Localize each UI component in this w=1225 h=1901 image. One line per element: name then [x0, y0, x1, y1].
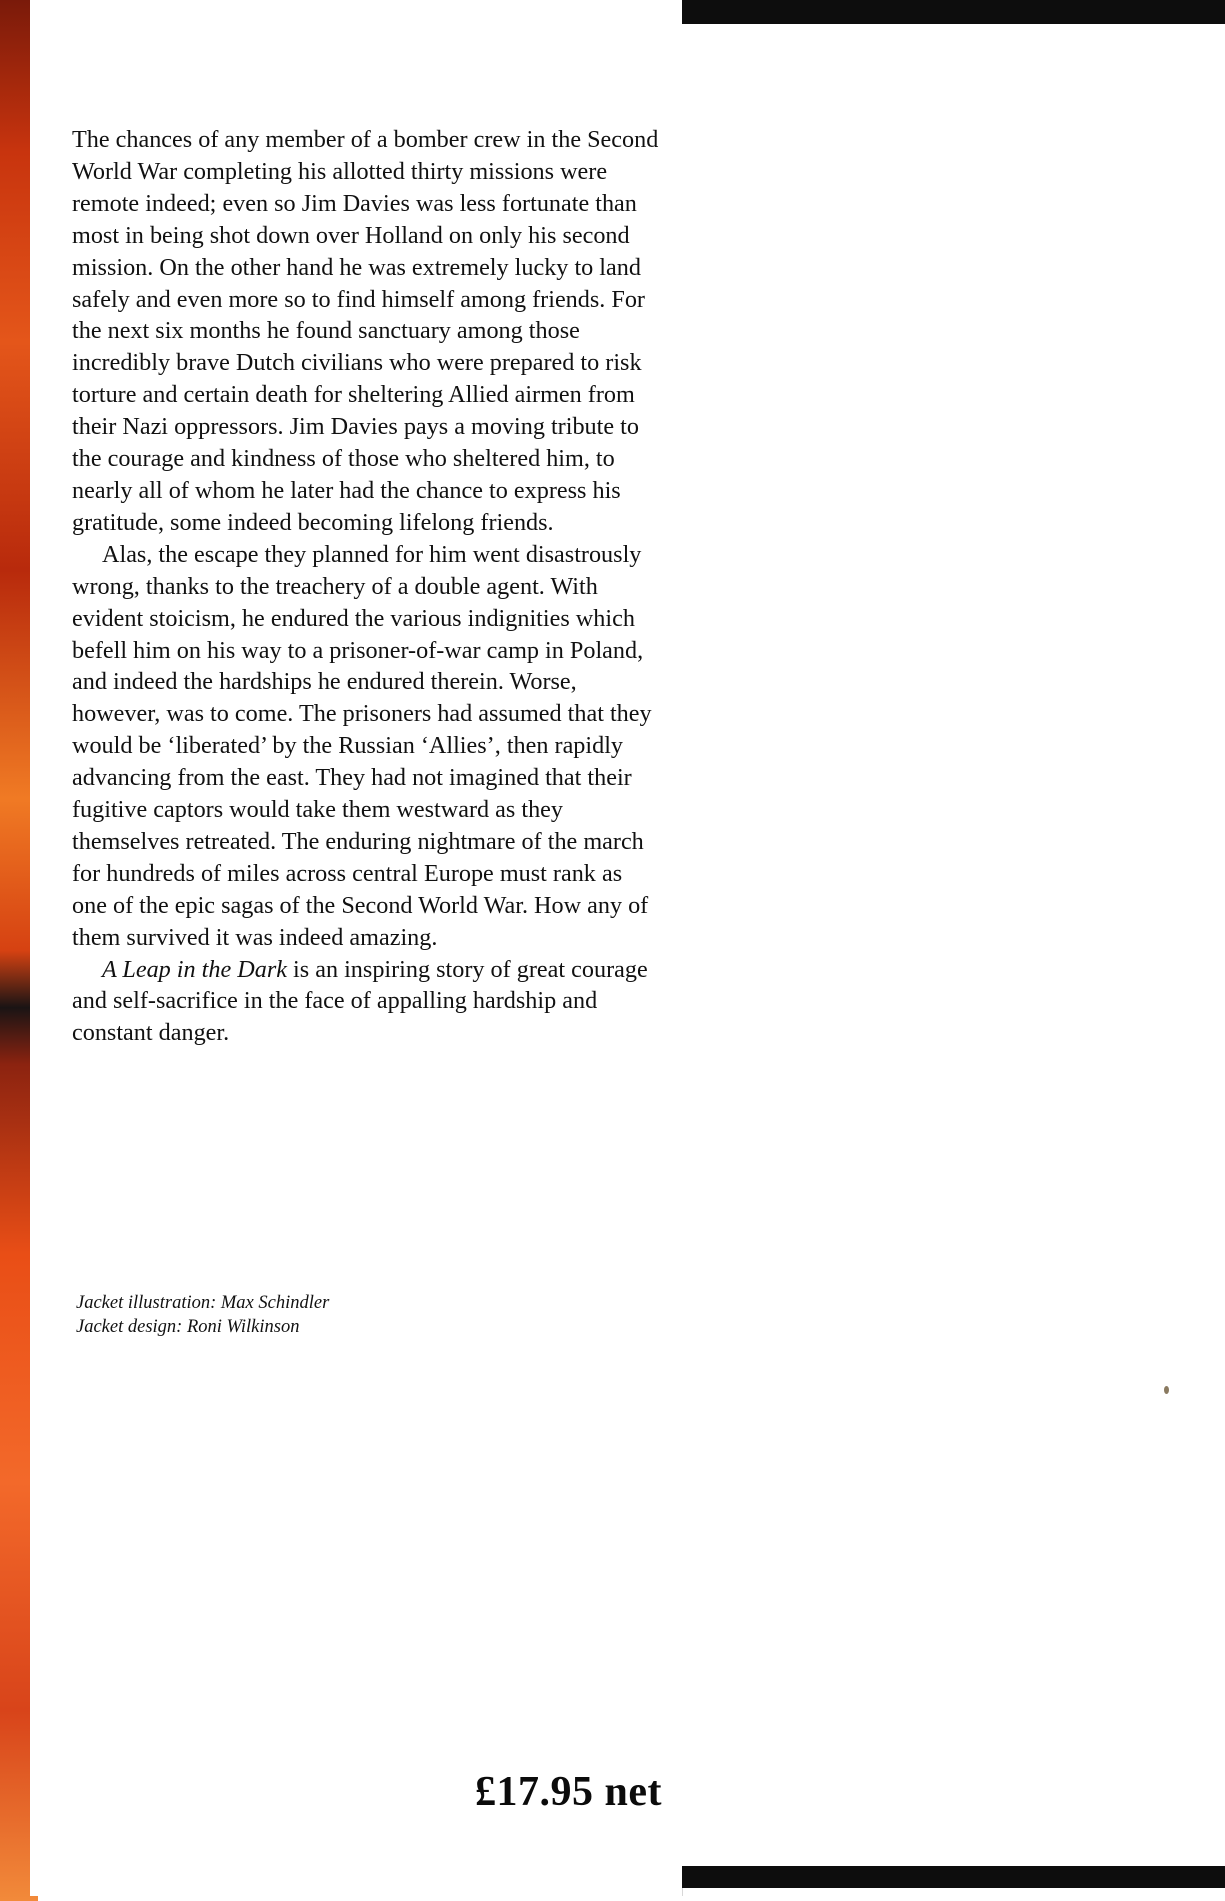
- board-bottom-edge: [682, 1866, 1225, 1888]
- illustration-credit: Jacket illustration: Max Schindler: [76, 1293, 330, 1313]
- blurb-closing-paragraph: [72, 954, 662, 1050]
- blurb-text: [72, 124, 662, 1049]
- paper-speck: [1164, 1386, 1169, 1394]
- price-label: £17.95 net: [475, 1769, 662, 1815]
- jacket-credits: [76, 1292, 476, 1339]
- design-credit: Jacket design: Roni Wilkinson: [76, 1316, 300, 1337]
- book-title: A Leap in the Dark: [102, 955, 287, 983]
- board-top-edge: [682, 0, 1225, 26]
- blurb-paragraph-1: The chances of any member of a bomber crew in the Second World War completing his allotted thirty missions were remote indeed; even so Jim Davies was less fortunate than most in being shot down over Holland on only his second mission. On the other hand he was extremely lucky to land safely and even more so to find himself among friends. For the next six months he found sanctuary among those incredibly brave Dutch civilians who were prepared to risk torture and certain death for sheltering Allied airmen from their Nazi oppressors. Jim Davies pays a moving tribute to the courage and kindness of those who sheltered him, to nearly all of whom he later had the chance to express his gratitude, some indeed becoming lifelong friends.: [72, 126, 659, 536]
- blurb-paragraph-2: Alas, the escape they planned for him went disastrously wrong, thanks to the treachery of a double agent. With evident stoicism, he endured the various indignities which befell him on his way to a prisoner-of-war camp in Poland, and indeed the hardships he endured therein. Worse, however, was to come. The prisoners had assumed that they would be ‘liberated’ by the Russian ‘Allies’, then rapidly advancing from the east. They had not imagined that their fugitive captors would take them westward as they themselves retreated. The enduring nightmare of the march for hundreds of miles across central Europe must rank as one of the epic sagas of the Second World War. How any of them survived it was indeed amazing.: [72, 540, 652, 951]
- endpaper-board: [682, 24, 1225, 1866]
- closing-text: is an inspiring story of great courage and self-sacrifice in the face of appalling hardship and constant danger.: [72, 955, 648, 1047]
